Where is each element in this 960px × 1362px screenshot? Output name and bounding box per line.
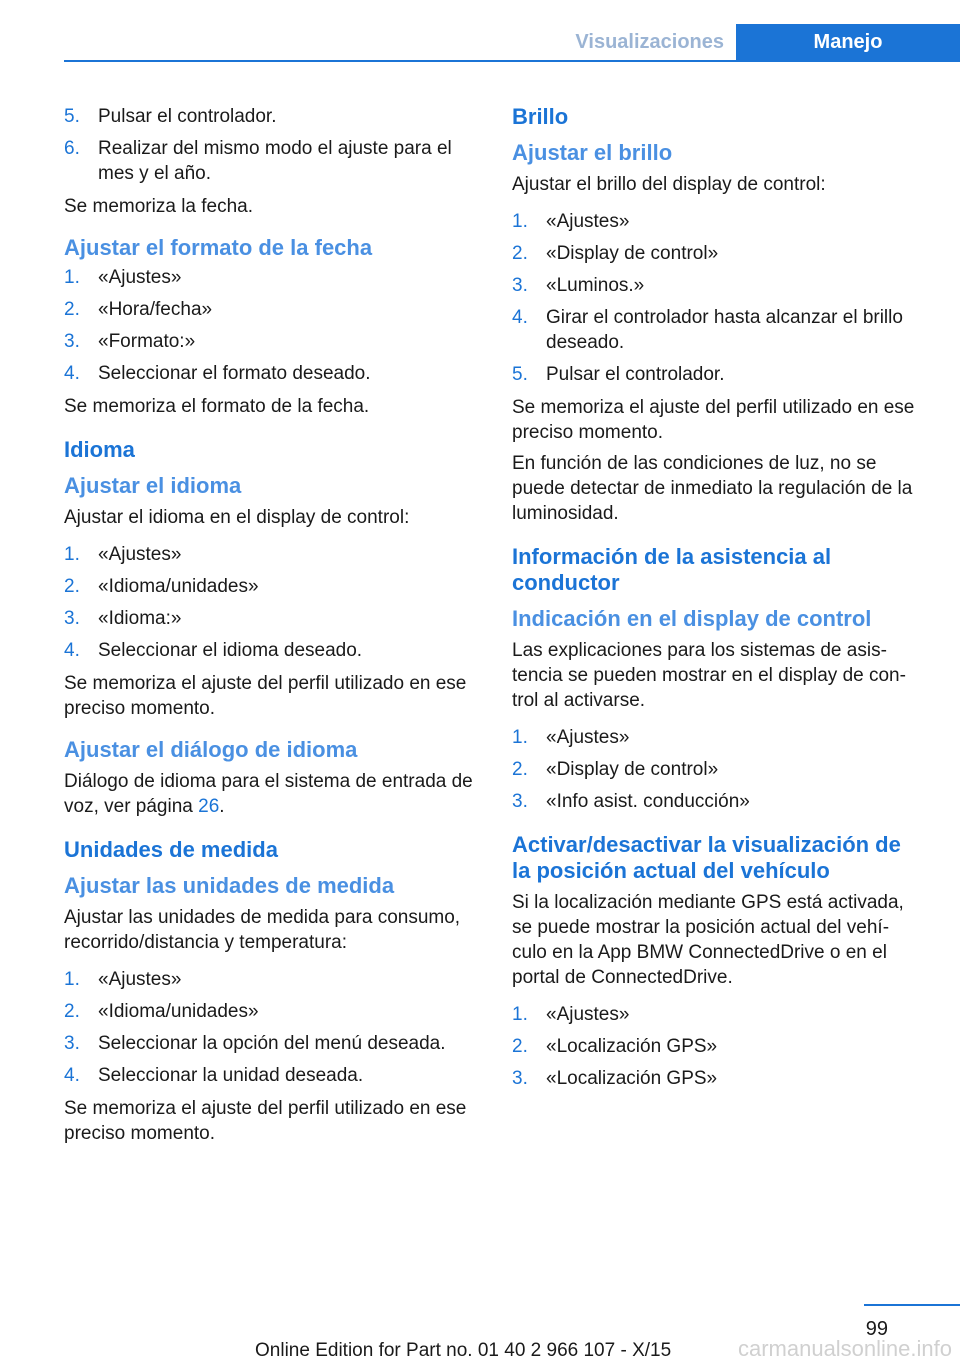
list-item: [64, 361, 476, 386]
step-text: «Idioma/unidades»: [98, 1001, 259, 1022]
step-number: 1.: [64, 969, 80, 990]
step-text: «Formato:»: [98, 331, 196, 352]
step-text: «Ajustes»: [98, 544, 182, 565]
brightness-saved-text: Se memoriza el ajuste del perfil utilizado en ese preciso momento.: [512, 397, 915, 443]
assist-title: Información de la asistencia al conductor: [512, 544, 832, 595]
step-text: Pulsar el controlador.: [98, 106, 277, 127]
step-number: 5.: [64, 106, 80, 127]
step-text: «Ajustes»: [98, 969, 182, 990]
step-number: 4.: [64, 640, 80, 661]
step-text: «Info asist. conducción»: [546, 791, 750, 812]
step-text: «Ajustes»: [98, 267, 182, 288]
step-text: «Localización GPS»: [546, 1068, 718, 1089]
voice-dialog-body: Diálogo de idioma para el sistema de entrada de voz, ver página: [64, 771, 473, 817]
date-saved-text: Se memoriza la fecha.: [64, 196, 254, 217]
language-intro: Ajustar el idioma en el display de control:: [64, 507, 410, 528]
brightness-intro: Ajustar el brillo del display de control:: [512, 174, 826, 195]
list-item: [512, 1066, 924, 1091]
brightness-note: En función de las condiciones de luz, no se puede detectar de inmediato la regulación de la luminosidad.: [512, 453, 913, 524]
step-number: 4.: [512, 307, 528, 328]
right-column: [512, 100, 924, 1099]
list-item: [512, 273, 924, 298]
page-header: [64, 24, 960, 62]
voice-dialog-text: [64, 769, 476, 819]
language-saved-text: Se memoriza el ajuste del perfil utilizado en ese preciso momento.: [64, 673, 467, 719]
step-text: Seleccionar la unidad deseada.: [98, 1065, 364, 1086]
step-number: 1.: [512, 727, 528, 748]
date-steps-continued: [64, 104, 476, 186]
list-item: [64, 638, 476, 663]
step-text: «Ajustes»: [546, 1004, 630, 1025]
step-text: «Idioma:»: [98, 608, 182, 629]
step-text: «Ajustes»: [546, 727, 630, 748]
list-item: [64, 104, 476, 129]
list-item: [512, 362, 924, 387]
units-steps: [64, 967, 476, 1088]
step-number: 3.: [64, 331, 80, 352]
language-title: Idioma: [64, 437, 135, 462]
brightness-title: Brillo: [512, 104, 569, 129]
assist-intro: Las explicaciones para los sistemas de asis- tencia se pueden mostrar en el display de con- trol al activarse.: [512, 640, 906, 711]
list-item: [64, 542, 476, 567]
step-text: «Idioma/unidades»: [98, 576, 259, 597]
gps-title: Activar/desactivar la visualización de la posición actual del vehículo: [512, 832, 901, 883]
list-item: [64, 967, 476, 992]
step-text: Realizar del mismo modo el ajuste para el mes y el año.: [98, 138, 452, 184]
list-item: [512, 1034, 924, 1059]
brightness-heading: Ajustar el brillo: [512, 140, 673, 165]
step-number: 4.: [64, 363, 80, 384]
format-saved-text: Se memoriza el formato de la fecha.: [64, 396, 370, 417]
assist-heading: Indicación en el display de control: [512, 606, 872, 631]
step-number: 6.: [64, 138, 80, 159]
assist-steps: [512, 725, 924, 814]
step-text: Pulsar el controlador.: [546, 364, 725, 385]
step-number: 1.: [64, 267, 80, 288]
step-text: Girar el controlador hasta alcanzar el brillo deseado.: [546, 307, 903, 353]
step-number: 1.: [512, 211, 528, 232]
units-title: Unidades de medida: [64, 837, 278, 862]
list-item: [64, 329, 476, 354]
list-item: [64, 574, 476, 599]
voice-dialog-heading: Ajustar el diálogo de idioma: [64, 737, 358, 762]
units-saved-text: Se memoriza el ajuste del perfil utilizado en ese preciso momento.: [64, 1098, 467, 1144]
list-item: [64, 606, 476, 631]
step-number: 3.: [64, 1033, 80, 1054]
step-text: «Ajustes»: [546, 211, 630, 232]
left-column: [64, 100, 476, 1152]
list-item: [64, 297, 476, 322]
tab-visualizaciones[interactable]: Visualizaciones: [575, 31, 724, 53]
gps-steps: [512, 1002, 924, 1091]
list-item: [512, 1002, 924, 1027]
header-rule: [64, 60, 960, 62]
brightness-steps: [512, 209, 924, 387]
step-text: Seleccionar el formato deseado.: [98, 363, 371, 384]
step-number: 3.: [64, 608, 80, 629]
step-number: 1.: [64, 544, 80, 565]
page-reference-link[interactable]: 26: [198, 796, 220, 817]
list-item: [64, 1031, 476, 1056]
step-number: 3.: [512, 1068, 528, 1089]
watermark: carmanualsonline.info: [737, 1336, 952, 1361]
footer-rule: [864, 1304, 960, 1306]
list-item: [512, 305, 924, 355]
voice-dialog-end: .: [219, 796, 225, 817]
list-item: [64, 1063, 476, 1088]
format-heading: Ajustar el formato de la fecha: [64, 235, 373, 260]
gps-intro: Si la localización mediante GPS está activada, se puede mostrar la posición actual del vehí- culo en la App BMW ConnectedDrive o en el portal de ConnectedDrive.: [512, 892, 904, 988]
step-text: «Display de control»: [546, 243, 719, 264]
step-number: 2.: [64, 299, 80, 320]
units-intro: Ajustar las unidades de medida para consumo, recorrido/distancia y temperatura:: [64, 907, 461, 953]
page-number: 99: [865, 1318, 888, 1340]
step-number: 3.: [512, 791, 528, 812]
step-text: «Luminos.»: [546, 275, 645, 296]
list-item: [64, 136, 476, 186]
step-text: «Localización GPS»: [546, 1036, 718, 1057]
list-item: [512, 789, 924, 814]
edition-footer: Online Edition for Part no. 01 40 2 966 107 - X/15: [255, 1340, 672, 1361]
list-item: [512, 757, 924, 782]
step-number: 4.: [64, 1065, 80, 1086]
step-number: 2.: [64, 576, 80, 597]
language-heading: Ajustar el idioma: [64, 473, 242, 498]
tab-manejo[interactable]: Manejo: [736, 24, 960, 60]
list-item: [64, 999, 476, 1024]
step-text: «Hora/fecha»: [98, 299, 213, 320]
language-steps: [64, 542, 476, 663]
list-item: [64, 265, 476, 290]
step-number: 2.: [512, 243, 528, 264]
step-number: 2.: [64, 1001, 80, 1022]
step-number: 2.: [512, 1036, 528, 1057]
step-text: Seleccionar el idioma deseado.: [98, 640, 363, 661]
step-number: 3.: [512, 275, 528, 296]
step-text: Seleccionar la opción del menú deseada.: [98, 1033, 446, 1054]
step-number: 5.: [512, 364, 528, 385]
step-text: «Display de control»: [546, 759, 719, 780]
format-steps: [64, 265, 476, 386]
step-number: 2.: [512, 759, 528, 780]
list-item: [512, 209, 924, 234]
list-item: [512, 241, 924, 266]
units-heading: Ajustar las unidades de medida: [64, 873, 395, 898]
list-item: [512, 725, 924, 750]
step-number: 1.: [512, 1004, 528, 1025]
